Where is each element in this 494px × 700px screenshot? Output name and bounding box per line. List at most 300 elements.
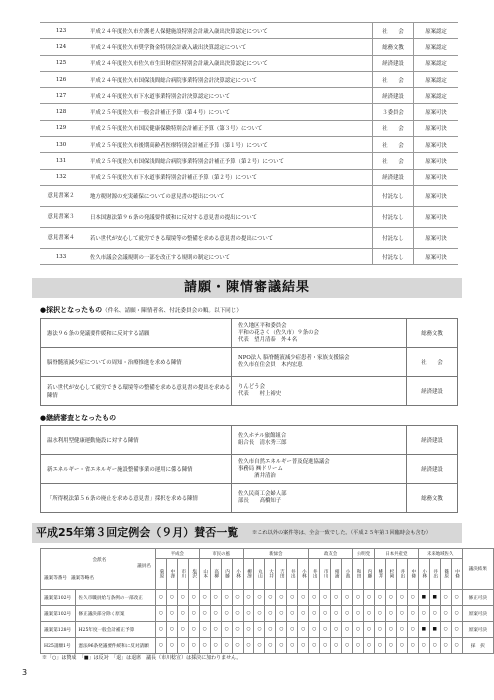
bill-row: [40, 104, 458, 120]
vote-mark: ○: [243, 622, 254, 638]
submitter-line: 代表 村上裕史: [238, 391, 282, 397]
vote-mark: ○: [374, 590, 385, 606]
vote-mark: ○: [298, 590, 309, 606]
vote-bill-no: H25請願1号: [41, 638, 76, 654]
petition-committee: 総務文教: [407, 319, 458, 348]
member-name-text: 市川: [323, 569, 329, 579]
vote-mark: ○: [210, 590, 221, 606]
submitter-line: 佐久市自然エネルギー普及促進協議会: [238, 458, 330, 465]
vote-mark: ○: [309, 638, 320, 654]
petition-submitter: [232, 377, 407, 406]
member-name-text: 相浦: [334, 569, 340, 579]
bill-committee: ３委員会: [373, 104, 414, 120]
member-name: [320, 559, 331, 590]
vote-mark: ○: [320, 622, 331, 638]
bill-committee: 社 会: [373, 153, 414, 169]
adopted-label: ●採択となったもの（件名、請願・陳情者名、付託委員会の順。以下同じ）: [40, 306, 242, 314]
member-name: [276, 559, 287, 590]
vote-mark: ○: [440, 622, 451, 638]
bill-committee: 総務文教: [373, 39, 414, 55]
petition-submitter: [232, 348, 407, 377]
petition-submitter: [232, 484, 407, 513]
vote-mark: ■: [429, 590, 440, 606]
member-name: [243, 559, 254, 590]
vote-mark: ○: [331, 638, 342, 654]
petition-banner: [32, 278, 462, 298]
vote-group-row: [41, 549, 494, 559]
member-name-text: 和田: [356, 569, 362, 579]
vote-mark: ○: [396, 638, 407, 654]
submitter-line: 佐久民商工会婦人部: [238, 491, 287, 497]
vote-mark: ○: [177, 638, 188, 654]
member-name: [199, 559, 210, 590]
vote-bill-name: 修正議決部分除く原案: [75, 606, 155, 622]
bill-number: 132: [40, 169, 82, 185]
vote-mark: ○: [407, 590, 418, 606]
adopted-petitions-table: [40, 318, 458, 406]
vote-mark: ○: [210, 638, 221, 654]
member-name: [221, 559, 232, 590]
vote-mark: ○: [374, 638, 385, 654]
vote-mark: ○: [166, 638, 177, 654]
petition-title: 脳脊髄液減少症についての周知・治療推進を求める陳情: [41, 348, 232, 377]
vote-mark: ○: [276, 590, 287, 606]
vote-mark: ○: [287, 638, 298, 654]
bill-row: [40, 137, 458, 153]
member-name-text: 井出: [290, 569, 296, 579]
vote-mark: ○: [429, 638, 440, 654]
member-name-text: 小池: [345, 569, 351, 579]
continued-petitions-table: [40, 425, 458, 513]
vote-mark: ○: [353, 606, 364, 622]
bill-result: 原案可決: [414, 104, 459, 120]
bill-row: [40, 153, 458, 169]
member-name-text: 小林: [301, 569, 307, 579]
bill-number-text: 意見書案３: [47, 213, 75, 220]
vote-mark: ○: [243, 606, 254, 622]
petition-title: 若い世代が安心して就労できる環境等の整備を求める意見書の提出を求める陳情: [41, 377, 232, 406]
vote-mark: ○: [298, 638, 309, 654]
vote-mark: ○: [364, 622, 375, 638]
vote-mark: ○: [287, 606, 298, 622]
vote-result: 原案可決: [462, 606, 493, 622]
bill-committee: 付託なし: [373, 185, 414, 206]
vote-mark: ○: [385, 590, 396, 606]
bill-number: 125: [40, 55, 82, 71]
petition-committee: 経済建設: [407, 377, 458, 406]
bill-result: 原案可決: [414, 227, 459, 248]
vote-mark: ○: [166, 622, 177, 638]
member-name-text: 大井: [268, 569, 274, 579]
vote-row: [41, 638, 494, 654]
member-name: [155, 559, 166, 590]
bill-title: 平成２４年度佐久市国保浅間総合病院事業特別会計決算認定について: [82, 71, 373, 87]
petition-submitter: [232, 319, 407, 348]
vote-mark: ○: [232, 590, 243, 606]
bill-row: [40, 71, 458, 87]
party-group: 未来地域佐久: [418, 549, 462, 559]
bill-result: 原案可決: [414, 137, 459, 153]
member-name-text: 菊原: [158, 569, 164, 579]
bill-result: 原案可決: [414, 206, 459, 227]
bill-committee: 経済建設: [373, 88, 414, 104]
vote-result: 修正可決: [462, 590, 493, 606]
member-name-text: 柳澤: [246, 569, 252, 579]
vote-mark: ■: [418, 590, 429, 606]
vote-mark: ○: [243, 638, 254, 654]
vote-mark: ○: [265, 638, 276, 654]
submitter-line: 組合長 清水秀三郎: [238, 440, 287, 446]
bill-title: 若い世代が安心して就労できる環境等の整備を求める意見書の提出について: [82, 227, 373, 248]
vote-result: 原案可決: [462, 622, 493, 638]
member-name: [265, 559, 276, 590]
bill-result: 原案可決: [414, 153, 459, 169]
vote-mark: ○: [298, 622, 309, 638]
bill-number: 123: [40, 23, 82, 39]
bill-row: [40, 120, 458, 136]
vote-mark: ○: [177, 590, 188, 606]
vote-mark: ○: [309, 606, 320, 622]
party-group: 平成会: [155, 549, 199, 559]
vote-mark: ○: [364, 606, 375, 622]
petition-row: [41, 455, 458, 484]
vote-mark: ○: [342, 590, 353, 606]
member-name-text: 吉田: [279, 569, 285, 579]
bill-number: [40, 206, 82, 227]
member-name: [396, 559, 407, 590]
bill-committee: 社 会: [373, 137, 414, 153]
member-name: [418, 559, 429, 590]
corner-bill-name: 議案等略名: [70, 576, 94, 581]
vote-mark: ○: [199, 622, 210, 638]
bill-number: 131: [40, 153, 82, 169]
vote-mark: ○: [276, 638, 287, 654]
vote-mark: ○: [353, 638, 364, 654]
member-name-text: 杉岡: [388, 569, 394, 579]
submitter-line: りんどう会: [238, 384, 265, 390]
party-group: 政友会: [309, 549, 353, 559]
submitter-line: NPO法人 脳脊髄液減少症患者・家族支援協会: [238, 355, 350, 361]
member-name: [331, 559, 342, 590]
vote-mark: ○: [396, 606, 407, 622]
bill-result: 原案可決: [414, 248, 459, 264]
vote-mark: ○: [353, 590, 364, 606]
vote-mark: ○: [364, 590, 375, 606]
vote-mark: ○: [320, 590, 331, 606]
vote-mark: ○: [418, 606, 429, 622]
petition-submitter: [232, 426, 407, 455]
member-name: [407, 559, 418, 590]
vote-mark: ○: [243, 590, 254, 606]
vote-mark: ■: [418, 622, 429, 638]
petition-committee: 経済建設: [407, 426, 458, 455]
submitter-line: 代表 望月清泰 外４名: [238, 336, 298, 343]
bill-title: 平成２５年度佐久市後期高齢者医療特別会計補正予算（第１号）について: [82, 137, 373, 153]
petition-committee: 経済建設: [407, 455, 458, 484]
member-name: [210, 559, 221, 590]
bill-result: 原案認定: [414, 71, 459, 87]
member-name-text: 篠原: [443, 569, 449, 579]
petition-submitter: [232, 455, 407, 484]
member-name: [440, 559, 451, 590]
vote-mark: ○: [331, 606, 342, 622]
petition-committee: 総務文教: [407, 484, 458, 513]
vote-mark: ○: [155, 606, 166, 622]
vote-row: [41, 606, 494, 622]
bill-row: [40, 185, 458, 206]
bill-result: 原案認定: [414, 88, 459, 104]
petition-heading: 請願・陳情審議結果: [183, 280, 310, 295]
vote-mark: ○: [374, 622, 385, 638]
vote-mark: ■: [429, 622, 440, 638]
bill-row: [40, 55, 458, 71]
vote-mark: ○: [451, 606, 462, 622]
bill-row: [40, 227, 458, 248]
vote-mark: ○: [188, 638, 199, 654]
bill-number: 126: [40, 71, 82, 87]
vote-mark: ○: [396, 590, 407, 606]
vote-bill-name: H25年度一般会計補正予算: [75, 622, 155, 638]
petition-row: [41, 348, 458, 377]
member-name-text: 中條: [454, 569, 460, 579]
vote-corner: [41, 549, 156, 590]
vote-mark: ○: [232, 638, 243, 654]
corner-member: 議員名: [137, 564, 151, 569]
vote-table: [40, 548, 494, 654]
party-group: 市民の風: [199, 549, 243, 559]
bill-row: [40, 206, 458, 227]
vote-mark: ○: [188, 622, 199, 638]
bill-result: 原案認定: [414, 23, 459, 39]
vote-legend: ※「○」は賛成 「■」は反対 「退」は退席 議長（市川稔宣）は採決に加わりません。: [42, 655, 242, 661]
bill-number: [40, 227, 82, 248]
bill-results-table: [40, 22, 458, 265]
vote-mark: ○: [199, 606, 210, 622]
vote-mark: ○: [451, 622, 462, 638]
member-name: [385, 559, 396, 590]
bill-result: 原案可決: [414, 185, 459, 206]
petition-title: 新エネルギー・省エネルギー施設整備事業の運用に係る陳情: [41, 455, 232, 484]
vote-bill-no: 議案第102号: [41, 590, 76, 606]
member-name-text: 桃井: [377, 569, 383, 579]
bill-committee: 社 会: [373, 23, 414, 39]
vote-mark: ○: [429, 606, 440, 622]
bill-row: [40, 39, 458, 55]
submitter-line: 部長 高橋知子: [238, 498, 282, 504]
bill-number: 129: [40, 120, 82, 136]
petition-title: 憲法９６条の発議要件緩和に反対する請願: [41, 319, 232, 348]
vote-bill-name: 憲法96条発議要件緩和に反対請願: [75, 638, 155, 654]
member-name-text: 丸山: [257, 569, 263, 579]
member-name-text: 小林: [421, 569, 427, 579]
vote-mark: ○: [188, 590, 199, 606]
bill-number-text: 意見書案２: [47, 192, 75, 199]
vote-mark: ○: [254, 638, 265, 654]
bill-result: 原案認定: [414, 55, 459, 71]
vote-mark: ○: [199, 590, 210, 606]
bill-number: 124: [40, 39, 82, 55]
session-note: ※これ以外の案件等は、全会一致でした。（平成２５年第３回臨時会も含む）: [252, 530, 431, 536]
vote-row: [41, 622, 494, 638]
vote-mark: ○: [254, 622, 265, 638]
vote-mark: ○: [199, 638, 210, 654]
vote-mark: ○: [385, 606, 396, 622]
vote-mark: ○: [364, 638, 375, 654]
vote-mark: ○: [451, 638, 462, 654]
submitter-line: 平和の花さく（佐久市）９条の会: [238, 329, 319, 336]
bill-number: 133: [40, 248, 82, 264]
vote-mark: ○: [440, 638, 451, 654]
result-header: 議決結果: [462, 549, 493, 590]
vote-mark: ○: [396, 622, 407, 638]
petition-row: [41, 319, 458, 348]
vote-mark: ○: [440, 606, 451, 622]
bill-title: 地方税財源の充実確保についての意見書の提出について: [82, 185, 373, 206]
vote-bill-name: 佐久市職員給与条例の一部改正: [75, 590, 155, 606]
member-name-text: 小林: [235, 569, 241, 579]
petition-title: 温水利用型健康運動施設に対する陳情: [41, 426, 232, 455]
session-banner: [32, 523, 462, 543]
vote-mark: ○: [385, 638, 396, 654]
party-group: 日本共産党: [374, 549, 418, 559]
petition-row: [41, 484, 458, 513]
member-name: [177, 559, 188, 590]
member-name: [309, 559, 320, 590]
member-name: [188, 559, 199, 590]
submitter-line: 佐久ホテル旅館組合: [238, 433, 287, 439]
vote-mark: ○: [353, 622, 364, 638]
vote-bill-no: 議案第128号: [41, 622, 76, 638]
member-name-text: 内藤: [366, 569, 372, 579]
vote-mark: ○: [342, 606, 353, 622]
vote-mark: ○: [331, 622, 342, 638]
party-group: 新緑会: [243, 549, 309, 559]
member-name-text: 内藤: [224, 569, 230, 579]
vote-mark: ○: [221, 638, 232, 654]
vote-mark: ○: [265, 606, 276, 622]
vote-mark: ○: [385, 622, 396, 638]
vote-mark: ○: [407, 622, 418, 638]
vote-mark: ○: [210, 606, 221, 622]
vote-mark: ○: [407, 606, 418, 622]
vote-mark: ○: [221, 622, 232, 638]
vote-mark: ○: [342, 638, 353, 654]
bill-committee: 付託なし: [373, 206, 414, 227]
vote-mark: ○: [177, 622, 188, 638]
vote-mark: ○: [276, 622, 287, 638]
member-name-text: 塩沢: [191, 569, 197, 579]
vote-mark: ○: [331, 590, 342, 606]
bill-committee: 経済建設: [373, 55, 414, 71]
bill-title: 佐久市議会会議規則の一部を改正する規則の制定について: [82, 248, 373, 264]
vote-result: 採 択: [462, 638, 493, 654]
vote-mark: ○: [265, 622, 276, 638]
petition-row: [41, 426, 458, 455]
party-group: 公明党: [353, 549, 375, 559]
member-name: [364, 559, 375, 590]
bill-title: 平成２４年度佐久市介護老人保健施設特別会計歳入歳出決算認定について: [82, 23, 373, 39]
member-name-text: 中澤: [169, 569, 175, 579]
bill-title: 平成２５年度佐久市国保浅間総合病院事業特別会計補正予算（第２号）について: [82, 153, 373, 169]
bill-title: 平成２５年度佐久市一般会計補正予算（第４号）について: [82, 104, 373, 120]
member-name-text: 井出: [312, 569, 318, 579]
bill-title: 平成２４年度佐久市佐久市生田財産区特別会計歳入歳出決算認定について: [82, 55, 373, 71]
member-name: [298, 559, 309, 590]
bill-committee: 社 会: [373, 120, 414, 136]
member-name: [353, 559, 364, 590]
vote-mark: ○: [221, 606, 232, 622]
bill-row: [40, 169, 458, 185]
bill-committee: 社 会: [373, 71, 414, 87]
member-name: [232, 559, 243, 590]
corner-bill: 議案等番号: [44, 576, 67, 581]
vote-mark: ○: [309, 622, 320, 638]
petition-row: [41, 377, 458, 406]
member-name-text: 市川: [180, 569, 186, 579]
vote-mark: ○: [254, 590, 265, 606]
vote-mark: ○: [166, 606, 177, 622]
bill-title: 平成２５年度佐久市国民健康保険特別会計補正予算（第３号）について: [82, 120, 373, 136]
vote-mark: ○: [188, 606, 199, 622]
bill-title: 平成２４年度佐久市奨学資金特別会計歳入歳出決算認定について: [82, 39, 373, 55]
submitter-line: 佐久地区平和委員会: [238, 322, 287, 329]
member-name-text: 井出: [399, 569, 405, 579]
petition-committee: 社 会: [407, 348, 458, 377]
bill-row: [40, 23, 458, 39]
vote-mark: ○: [320, 638, 331, 654]
bill-number: 127: [40, 88, 82, 104]
session-title: 平成25年第３回定例会（９月）賛否一覧: [36, 526, 239, 539]
bill-number: [40, 185, 82, 206]
vote-mark: ○: [155, 590, 166, 606]
bill-title: 平成２５年度佐久市下水道事業特別会計補正予算（第２号）について: [82, 169, 373, 185]
member-name: [451, 559, 462, 590]
petition-title: 「所得税法第５６条の廃止を求める意見書」採択を求める陳情: [41, 484, 232, 513]
vote-mark: ○: [407, 638, 418, 654]
vote-mark: ○: [166, 590, 177, 606]
bill-committee: 経済建設: [373, 169, 414, 185]
member-name-text: 井出: [432, 569, 438, 579]
submitter-line: 佐久市在住会員 木内宏恵: [238, 362, 303, 368]
page-number: 3: [22, 668, 28, 677]
vote-mark: ○: [155, 638, 166, 654]
bill-number: 130: [40, 137, 82, 153]
bill-result: 原案認定: [414, 39, 459, 55]
member-name: [287, 559, 298, 590]
vote-mark: ○: [374, 606, 385, 622]
vote-mark: ○: [287, 590, 298, 606]
vote-mark: ○: [210, 622, 221, 638]
vote-mark: ○: [440, 590, 451, 606]
member-name: [374, 559, 385, 590]
bill-title: 日本国憲法第９６条の発議要件緩和に反対する意見書の提出について: [82, 206, 373, 227]
vote-mark: ○: [418, 638, 429, 654]
vote-mark: ○: [276, 606, 287, 622]
vote-mark: ○: [221, 590, 232, 606]
vote-mark: ○: [232, 606, 243, 622]
member-name-text: 山本: [202, 569, 208, 579]
bill-title: 平成２４年度佐久市下水道事業特別会計決算認定について: [82, 88, 373, 104]
member-name-text: 高柳: [213, 569, 219, 579]
bill-result: 原案可決: [414, 169, 459, 185]
corner-group: 会派名: [92, 558, 107, 563]
vote-mark: ○: [177, 606, 188, 622]
continued-label: ●継続審査となったもの: [40, 414, 117, 422]
bill-result: 原案可決: [414, 120, 459, 136]
vote-row: [41, 590, 494, 606]
member-name: [166, 559, 177, 590]
vote-mark: ○: [265, 590, 276, 606]
